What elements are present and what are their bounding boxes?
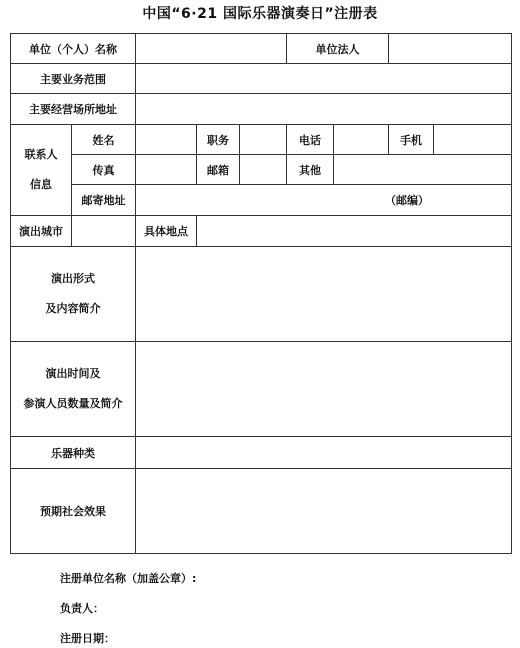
performance-time-line2: 参演人员数量及简介	[23, 397, 123, 410]
instrument-label: 乐器种类	[11, 437, 136, 469]
phone-label: 电话	[287, 125, 334, 155]
performance-time-label	[11, 342, 136, 437]
performance-form-field[interactable]	[136, 247, 512, 342]
city-label: 演出城市	[11, 216, 72, 247]
email-field[interactable]	[240, 155, 287, 185]
contact-info-line2: 信息	[30, 178, 52, 191]
contact-info-line1: 联系人	[24, 148, 58, 161]
performance-time-field[interactable]	[136, 342, 512, 437]
contact-info-label	[11, 125, 72, 216]
performance-form-line1: 演出形式	[51, 272, 95, 285]
expected-effect-label: 预期社会效果	[11, 469, 136, 554]
mailing-address-field[interactable]	[136, 185, 512, 216]
main-address-field[interactable]	[136, 94, 512, 125]
name-field[interactable]	[136, 125, 197, 155]
city-field[interactable]	[72, 216, 136, 247]
legal-person-label: 单位法人	[287, 34, 389, 64]
unit-name-label: 单位（个人）名称	[11, 34, 136, 64]
phone-field[interactable]	[334, 125, 389, 155]
mobile-label: 手机	[389, 125, 434, 155]
mailing-address-label: 邮寄地址	[72, 185, 136, 216]
registration-form-table	[10, 33, 512, 554]
position-field[interactable]	[240, 125, 287, 155]
main-address-label: 主要经营场所地址	[11, 94, 136, 125]
expected-effect-field[interactable]	[136, 469, 512, 554]
location-field[interactable]	[197, 216, 512, 247]
other-field[interactable]	[334, 155, 512, 185]
page-title: 中国“6·21 国际乐器演奏日”注册表	[142, 6, 378, 22]
location-label: 具体地点	[136, 216, 197, 247]
other-label: 其他	[287, 155, 334, 185]
fax-field[interactable]	[136, 155, 197, 185]
postcode-label: （邮编）	[385, 194, 430, 207]
performance-form-label	[11, 247, 136, 342]
unit-name-field[interactable]	[136, 34, 287, 64]
performance-time-line1: 演出时间及	[45, 367, 101, 380]
performance-form-line2: 及内容简介	[45, 302, 101, 315]
legal-person-field[interactable]	[389, 34, 512, 64]
email-label: 邮箱	[197, 155, 240, 185]
footer-org-label: 注册单位名称（加盖公章）:	[60, 572, 197, 585]
mobile-field[interactable]	[434, 125, 512, 155]
instrument-field[interactable]	[136, 437, 512, 469]
footer-date-label: 注册日期：	[60, 632, 115, 645]
main-business-label: 主要业务范围	[11, 64, 136, 94]
main-business-field[interactable]	[136, 64, 512, 94]
footer-person-label: 负责人：	[60, 602, 104, 615]
position-label: 职务	[197, 125, 240, 155]
name-label: 姓名	[72, 125, 136, 155]
fax-label: 传真	[72, 155, 136, 185]
